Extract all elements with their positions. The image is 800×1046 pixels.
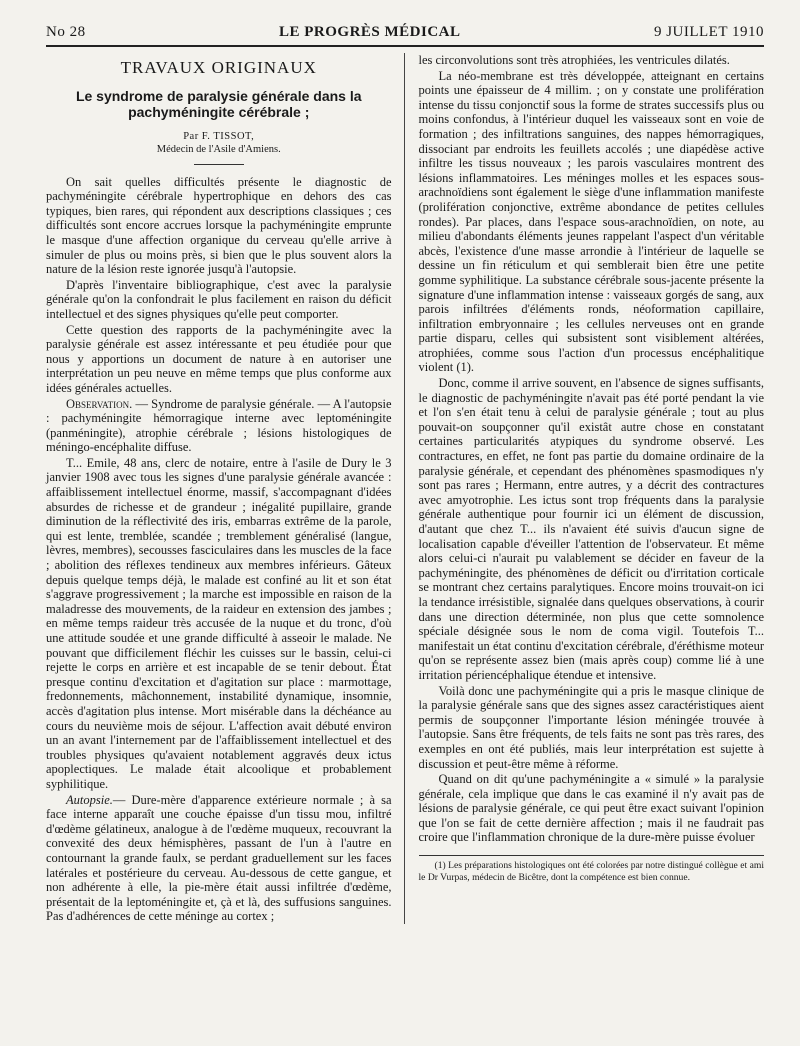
- paragraph: On sait quelles difficultés présente le diagnostic de pachyméningite cérébrale hypertrophique en dehors des cas typiques, bien rares, qui répondent aux descriptions classiques ; ces difficultés sont encore accrues lorsque la pachyméningite emprunte le masque d'une affection organique du cerveau qu'elle arrive à simuler de plus ou moins près, si bien que le plus souvent alors la nature de la lésion reste ignorée jusqu'à l'autopsie.: [46, 174, 392, 277]
- observation-text: — Syndrome de paralysie générale. — A l'autopsie : pachyméningite hémorragique interne avec leptoméningite (panméningite), atrophie cérébrale ; lésions histologiques de méningo-encéphalite diffuse.: [46, 396, 392, 455]
- running-header: [46, 24, 764, 47]
- journal-title: LE PROGRÈS MÉDICAL: [279, 24, 461, 40]
- author: Par F. TISSOT,: [183, 130, 255, 142]
- footnote: (1) Les préparations histologiques ont été colorées par notre distingué collègue et ami le Dr Vurpas, médecin de Bicêtre, dont la compétence est bien connue.: [418, 860, 764, 883]
- article-title: Le syndrome de paralysie générale dans la pachyméningite cérébrale ;: [75, 87, 362, 120]
- autopsy-text: — Dure-mère d'apparence extérieure normale ; à sa face interne apparaît une couche épaisse d'un tissu mou, infiltré d'œdème gélatineux, analogue à de l'œdème muqueux, recouvrant la convexité des deux hémisphères, passant de l'un à l'autre en contournant la grande faulx, se perdant graduellement sur les faces latérales et postérieure du cerveau. Au-dessous de cette gangue, et non adhérente à elle, la pie-mère était aussi infiltrée d'œdème, présentait de la leptoméningite et, çà et là, des suffusions sanguines. Pas d'adhérences de cette méninge au cortex ;: [46, 792, 392, 924]
- affiliation: Médecin de l'Asile d'Amiens.: [156, 143, 281, 155]
- left-column: [46, 53, 405, 924]
- text-columns: [46, 53, 764, 924]
- paragraph: les circonvolutions sont très atrophiées, les ventricules dilatés.: [418, 53, 730, 67]
- observation-label: Observation.: [66, 396, 133, 411]
- byline: [46, 130, 392, 156]
- right-column: [419, 53, 765, 924]
- issue-number: No 28: [46, 24, 86, 40]
- observation-paragraph: [46, 397, 392, 455]
- section-title: TRAVAUX ORIGINAUX: [120, 58, 317, 77]
- paragraph: T... Emile, 48 ans, clerc de notaire, entre à l'asile de Dury le 3 janvier 1908 avec tous les signes d'une paralysie générale avancée : affaiblissement intellectuel énorme, massif, s'accompagnant d'idées absurdes de richesse et de grandeur ; inégalité pupillaire, grande diminution de la réflectivité des iris, embarras extrême de la parole, qui est lente, tremblée, scandée ; tremblement généralisé (langue, lèvres, membres), secousses fasciculaires dans les muscles de la face ; abolition des réflexes tendineux aux membres inférieurs. Gâteux depuis quelque temps déjà, le malade est confiné au lit et son état s'aggrave progressivement ; la marche est impossible en raison de la maladresse des mouvements, de la raideur en extension des jambes ; en même temps raideur très accusée de la nuque et du tronc, d'où une attitude soudée et une grande difficulté à asseoir le malade. Ne pouvant que difficilement fléchir les cuisses sur le bassin, celui-ci rejette le corps en arrière et est incapable de se tenir debout. État presque continu d'excitation et d'agitation sur place : marmottage, fredonnements, mâchonnement, instabilité dynamique, insomnie, accès d'agitation plus intense. Mort misérable dans la déchéance au cours du neuvième mois de séjour. L'affection avait débuté environ un an avant l'internement par de l'affaiblissement intellectuel et des troubles physiques qu'avaient notablement aggravés deux ictus apoplectiques. Le malade était alcoolique et probablement syphilitique.: [46, 455, 392, 791]
- issue-date: 9 JUILLET 1910: [653, 24, 764, 40]
- paragraph: Quand on dit qu'une pachyméningite a « simulé » la paralysie générale, cela implique que dans le cas examiné il n'y avait pas de lésions de paralysie générale, ce qui peut être exact suivant l'opinion que l'on se fait de cette dernière affection ; mais il ne faudrait pas croire que l'inflammation chronique de la dure-mère puisse évoluer: [418, 772, 764, 845]
- autopsy-label: Autopsie.: [66, 792, 113, 807]
- paragraph: D'après l'inventaire bibliographique, c'est avec la paralysie générale qu'on la confondrait le plus facilement en raison du déficit intellectuel et des signes physiques qu'elle peut comporter.: [46, 277, 392, 321]
- paragraph: Cette question des rapports de la pachyméningite avec la paralysie générale est assez intéressante et peu étudiée pour que nous y apportions un document de nature à en autoriser une interprétation un peu neuve en même temps que plus conforme aux idées générales actuelles.: [46, 322, 392, 395]
- paragraph: Donc, comme il arrive souvent, en l'absence de signes suffisants, le diagnostic de pachyméningite n'avait pas été porté pendant la vie et l'on s'en était tenu à celui de paralysie générale ; tout au plus pouvait-on soupçonner qu'il existât autre chose en constatant certaines particularités atypiques du syndrome observé. Les contractures, en effet, ne font pas partie du domaine ordinaire de la paralysie générale, et cependant des phénomènes spasmodiques n'y sont pas rares ; Hermann, entre autres, y a décrit des contractures avec amyotrophie. Les ictus sont trop fréquents dans la paralysie générale authentique pour fournir ici un élément de discussion, d'autant que chez T... ils n'avaient été suivis d'aucun signe de localisation capable d'éveiller l'attention de l'observateur. Et même alors celui-ci n'aurait pu valablement se décider en faveur de la pachyméningite, des phénomènes de déficit ou d'irritation corticale se montrant chez certains paralytiques. Encore moins trouvait-on ici la tendance irrésistible, signalée dans quelques observations, à courir dans une direction déterminée, non plus que cette somnolence spéciale désignée sous le nom de coma vigil. Toutefois T... manifestait un état continu d'excitation cérébrale, d'éréthisme moteur qu'on se représente assez bien (mais après coup) comme lié à une irritation périencéphalique étendue et intensive.: [418, 376, 764, 682]
- separator-rule: [194, 164, 244, 165]
- autopsy-paragraph: [46, 793, 392, 924]
- paragraph: La néo-membrane est très développée, atteignant en certains points une épaisseur de 4 millim. ; on y constate une prolifération intense du tissu conjonctif sous la forme de strates successifs plus ou moins confondus, à l'intérieur duquel les vaisseaux sont en voie de formation ; des infiltrations sanguines, des nappes hémorragiques, dissociant par endroits les feuillets accolés ; une diapédèse active infiltre les tissus nouveaux ; les parois vasculaires montrent des lésions inflammatoires. Les méninges molles et les espaces sous-arachnoïdiens sont également le siège d'une inflammation manifeste (prolifération conjonctive, extrême abondance de petites cellules rondes). Par places, dans l'espace sous-arachnoïdien, on note, au milieu d'abondants éléments jeunes rappelant l'aspect d'un véritable abcès, l'existence d'une masse arrondie à l'intérieur de laquelle se dessine un fin réticulum et qui semblerait bien être une petite gomme syphilitique. La substance cérébrale sous-jacente présente la signature d'une inflammation intense : vaisseaux gorgés de sang, aux parois infiltrées d'éléments ronds, néoformation capillaire, infiltration embryonnaire ; les cellules nerveuses ont en grande partie disparu, celles qui subsistent sont visiblement altérées, atrophiées, comme sous l'action d'un processus encéphalitique violent (1).: [418, 68, 764, 375]
- footnote-rule: [419, 855, 765, 856]
- paragraph: Voilà donc une pachyméningite qui a pris le masque clinique de la paralysie générale sans que des signes assez caractéristiques aient permis de soupçonner l'importante lésion méningée trouvée à l'autopsie. Sans être fréquents, de tels faits ne sont pas très rares, des exemples en ont été publiés, mais leur interprétation est sujette à discussion et peut-être même à réforme.: [418, 683, 764, 771]
